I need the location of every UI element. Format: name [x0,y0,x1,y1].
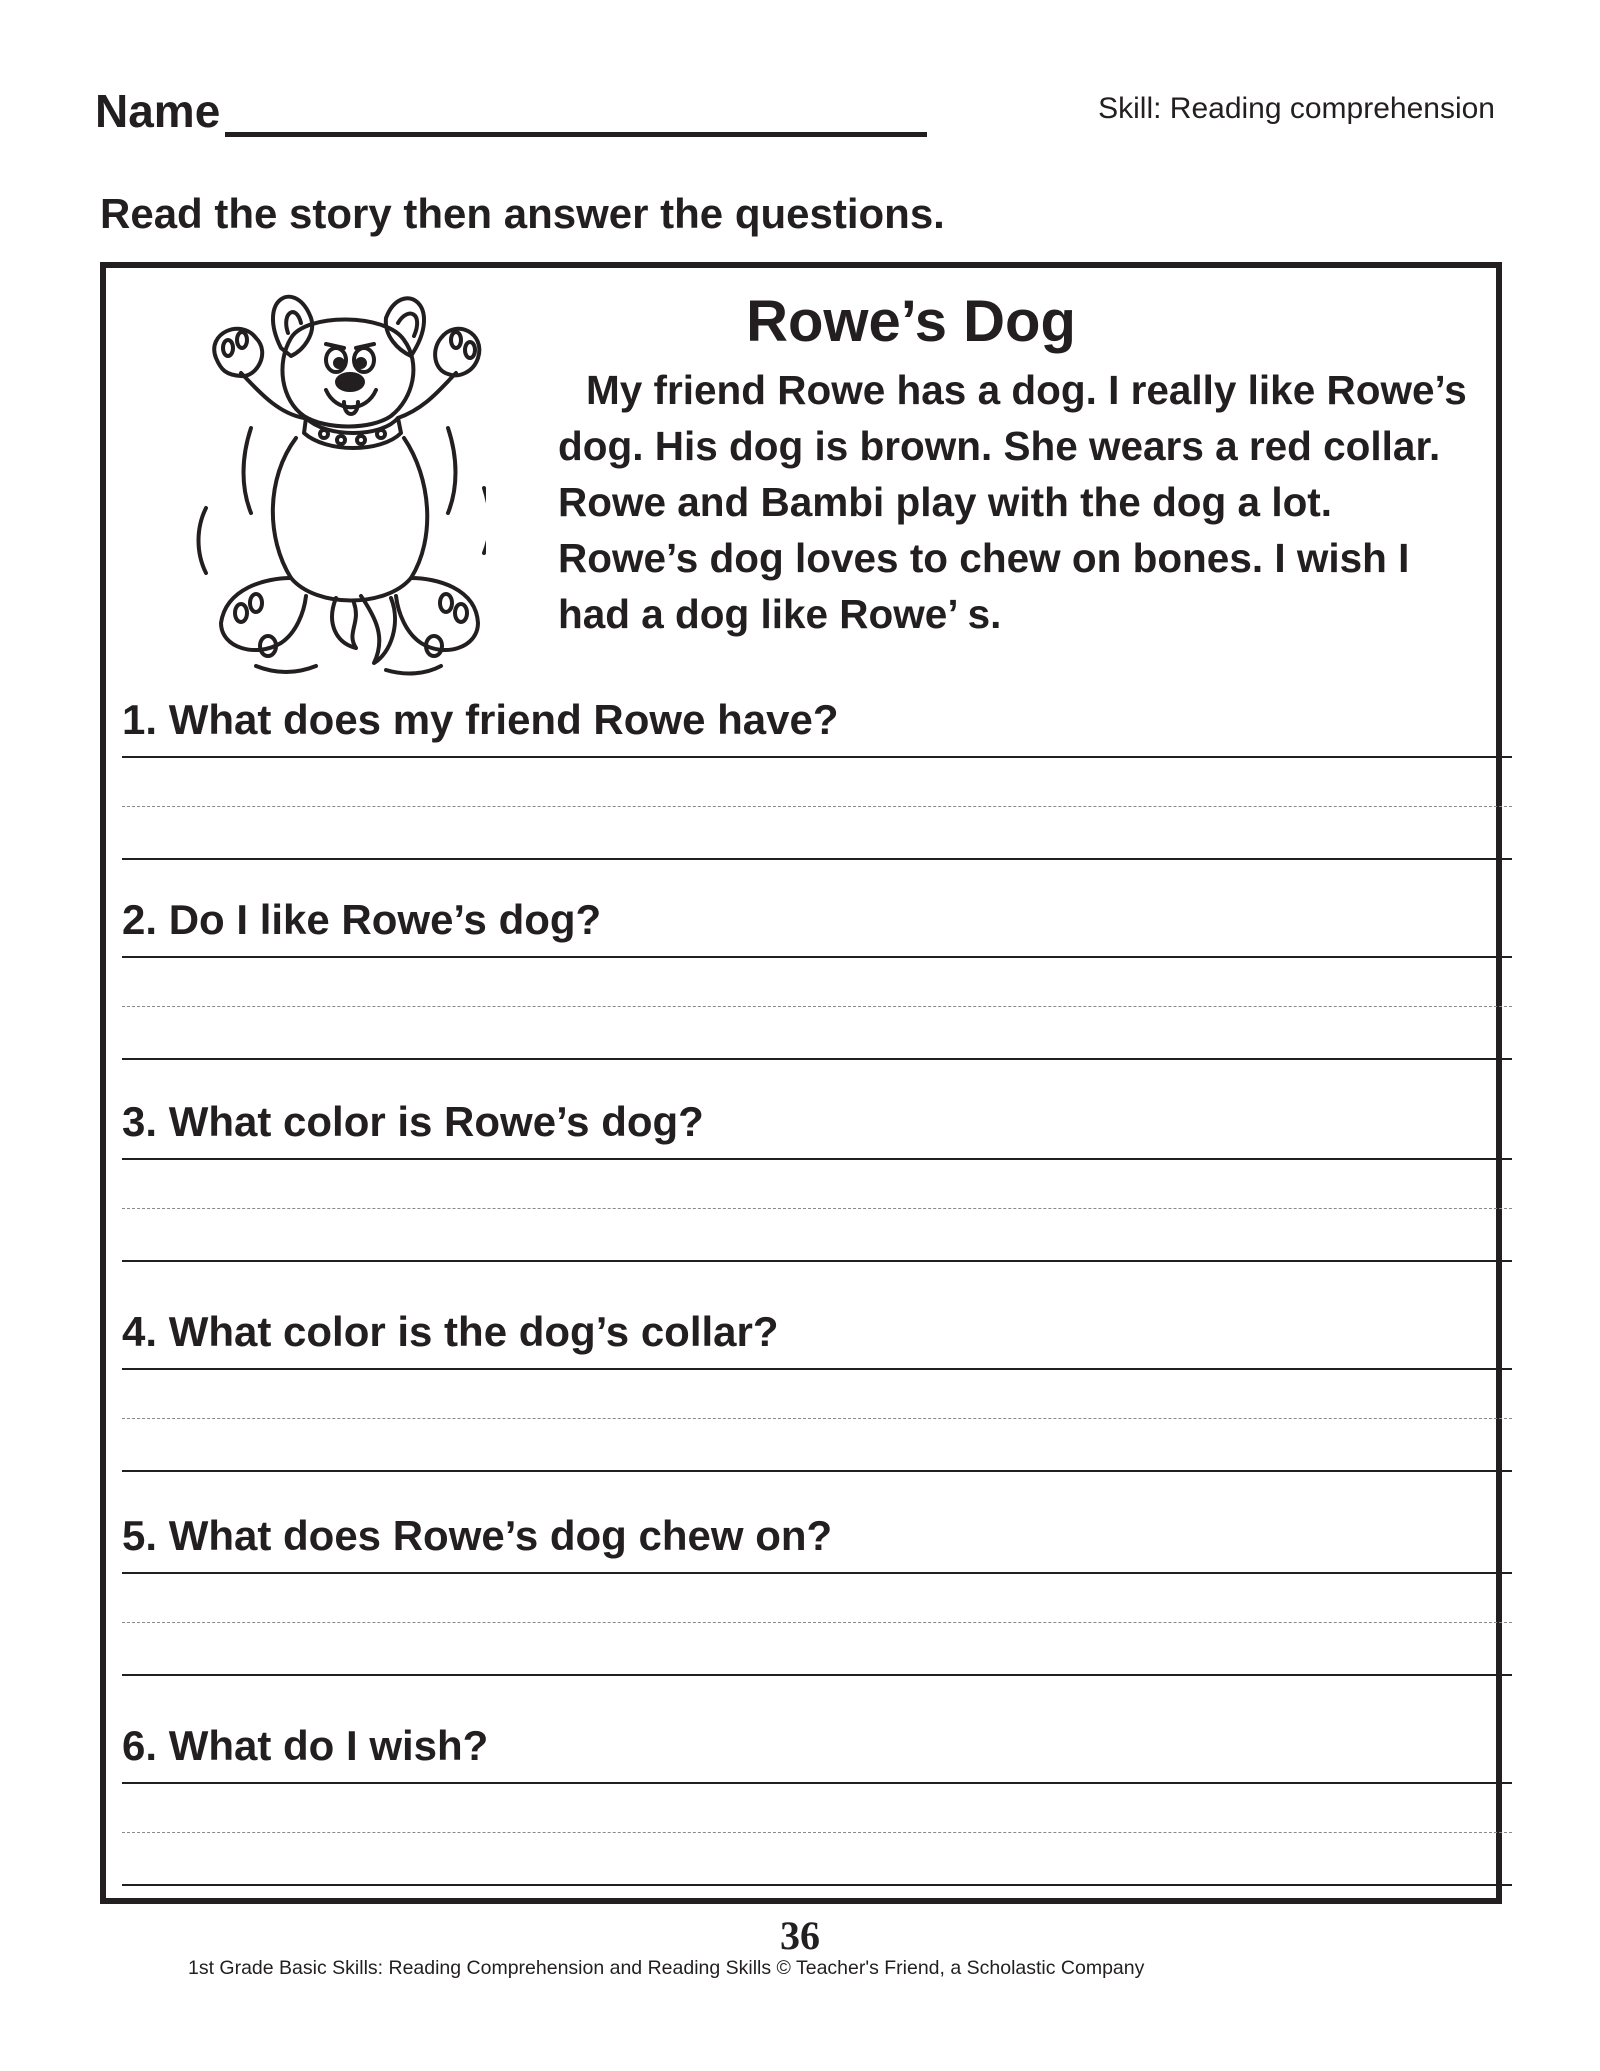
answer-midline [122,1418,1512,1419]
answer-lines-4[interactable] [122,1368,1512,1472]
story-text: My friend Rowe has a dog. I really like Rowe’s dog. His dog is brown. She wears a red collar. Rowe and Bambi play with the dog a lot. Rowe’s dog loves to chew on bones. I wish I had a dog like Rowe’ s. [558,367,1467,637]
question-4: 4. What color is the dog’s collar? [122,1308,779,1355]
answer-midline [122,1208,1512,1209]
answer-lines-6[interactable] [122,1782,1512,1886]
answer-base-line [122,1260,1512,1262]
answer-base-line [122,1058,1512,1060]
answer-base-line [122,858,1512,860]
worksheet-box [100,262,1502,1904]
answer-base-line [122,1884,1512,1886]
answer-base-line [122,1674,1512,1676]
name-line[interactable] [225,132,927,137]
skill-label: Skill: Reading comprehension [1098,92,1495,125]
answer-lines-1[interactable] [122,756,1512,860]
instructions: Read the story then answer the questions. [100,190,945,237]
answer-top-line [122,1158,1512,1160]
answer-lines-3[interactable] [122,1158,1512,1262]
dog-icon [186,278,486,678]
question-3: 3. What color is Rowe’s dog? [122,1098,704,1145]
answer-top-line [122,756,1512,758]
answer-top-line [122,1572,1512,1574]
story-body [558,362,1478,642]
answer-midline [122,1832,1512,1833]
footer-credit: 1st Grade Basic Skills: Reading Comprehension and Reading Skills © Teacher's Friend, a Scholastic Company [188,1957,1145,1979]
answer-top-line [122,1368,1512,1370]
question-6: 6. What do I wish? [122,1722,489,1769]
question-2: 2. Do I like Rowe’s dog? [122,896,602,943]
answer-top-line [122,956,1512,958]
name-label: Name [95,85,221,137]
answer-midline [122,1622,1512,1623]
answer-lines-2[interactable] [122,956,1512,1060]
page-number: 36 [780,1913,820,1958]
answer-midline [122,806,1512,807]
answer-lines-5[interactable] [122,1572,1512,1676]
answer-midline [122,1006,1512,1007]
story-title: Rowe’s Dog [746,289,1076,354]
answer-base-line [122,1470,1512,1472]
answer-top-line [122,1782,1512,1784]
question-5: 5. What does Rowe’s dog chew on? [122,1512,833,1559]
question-1: 1. What does my friend Rowe have? [122,696,839,743]
